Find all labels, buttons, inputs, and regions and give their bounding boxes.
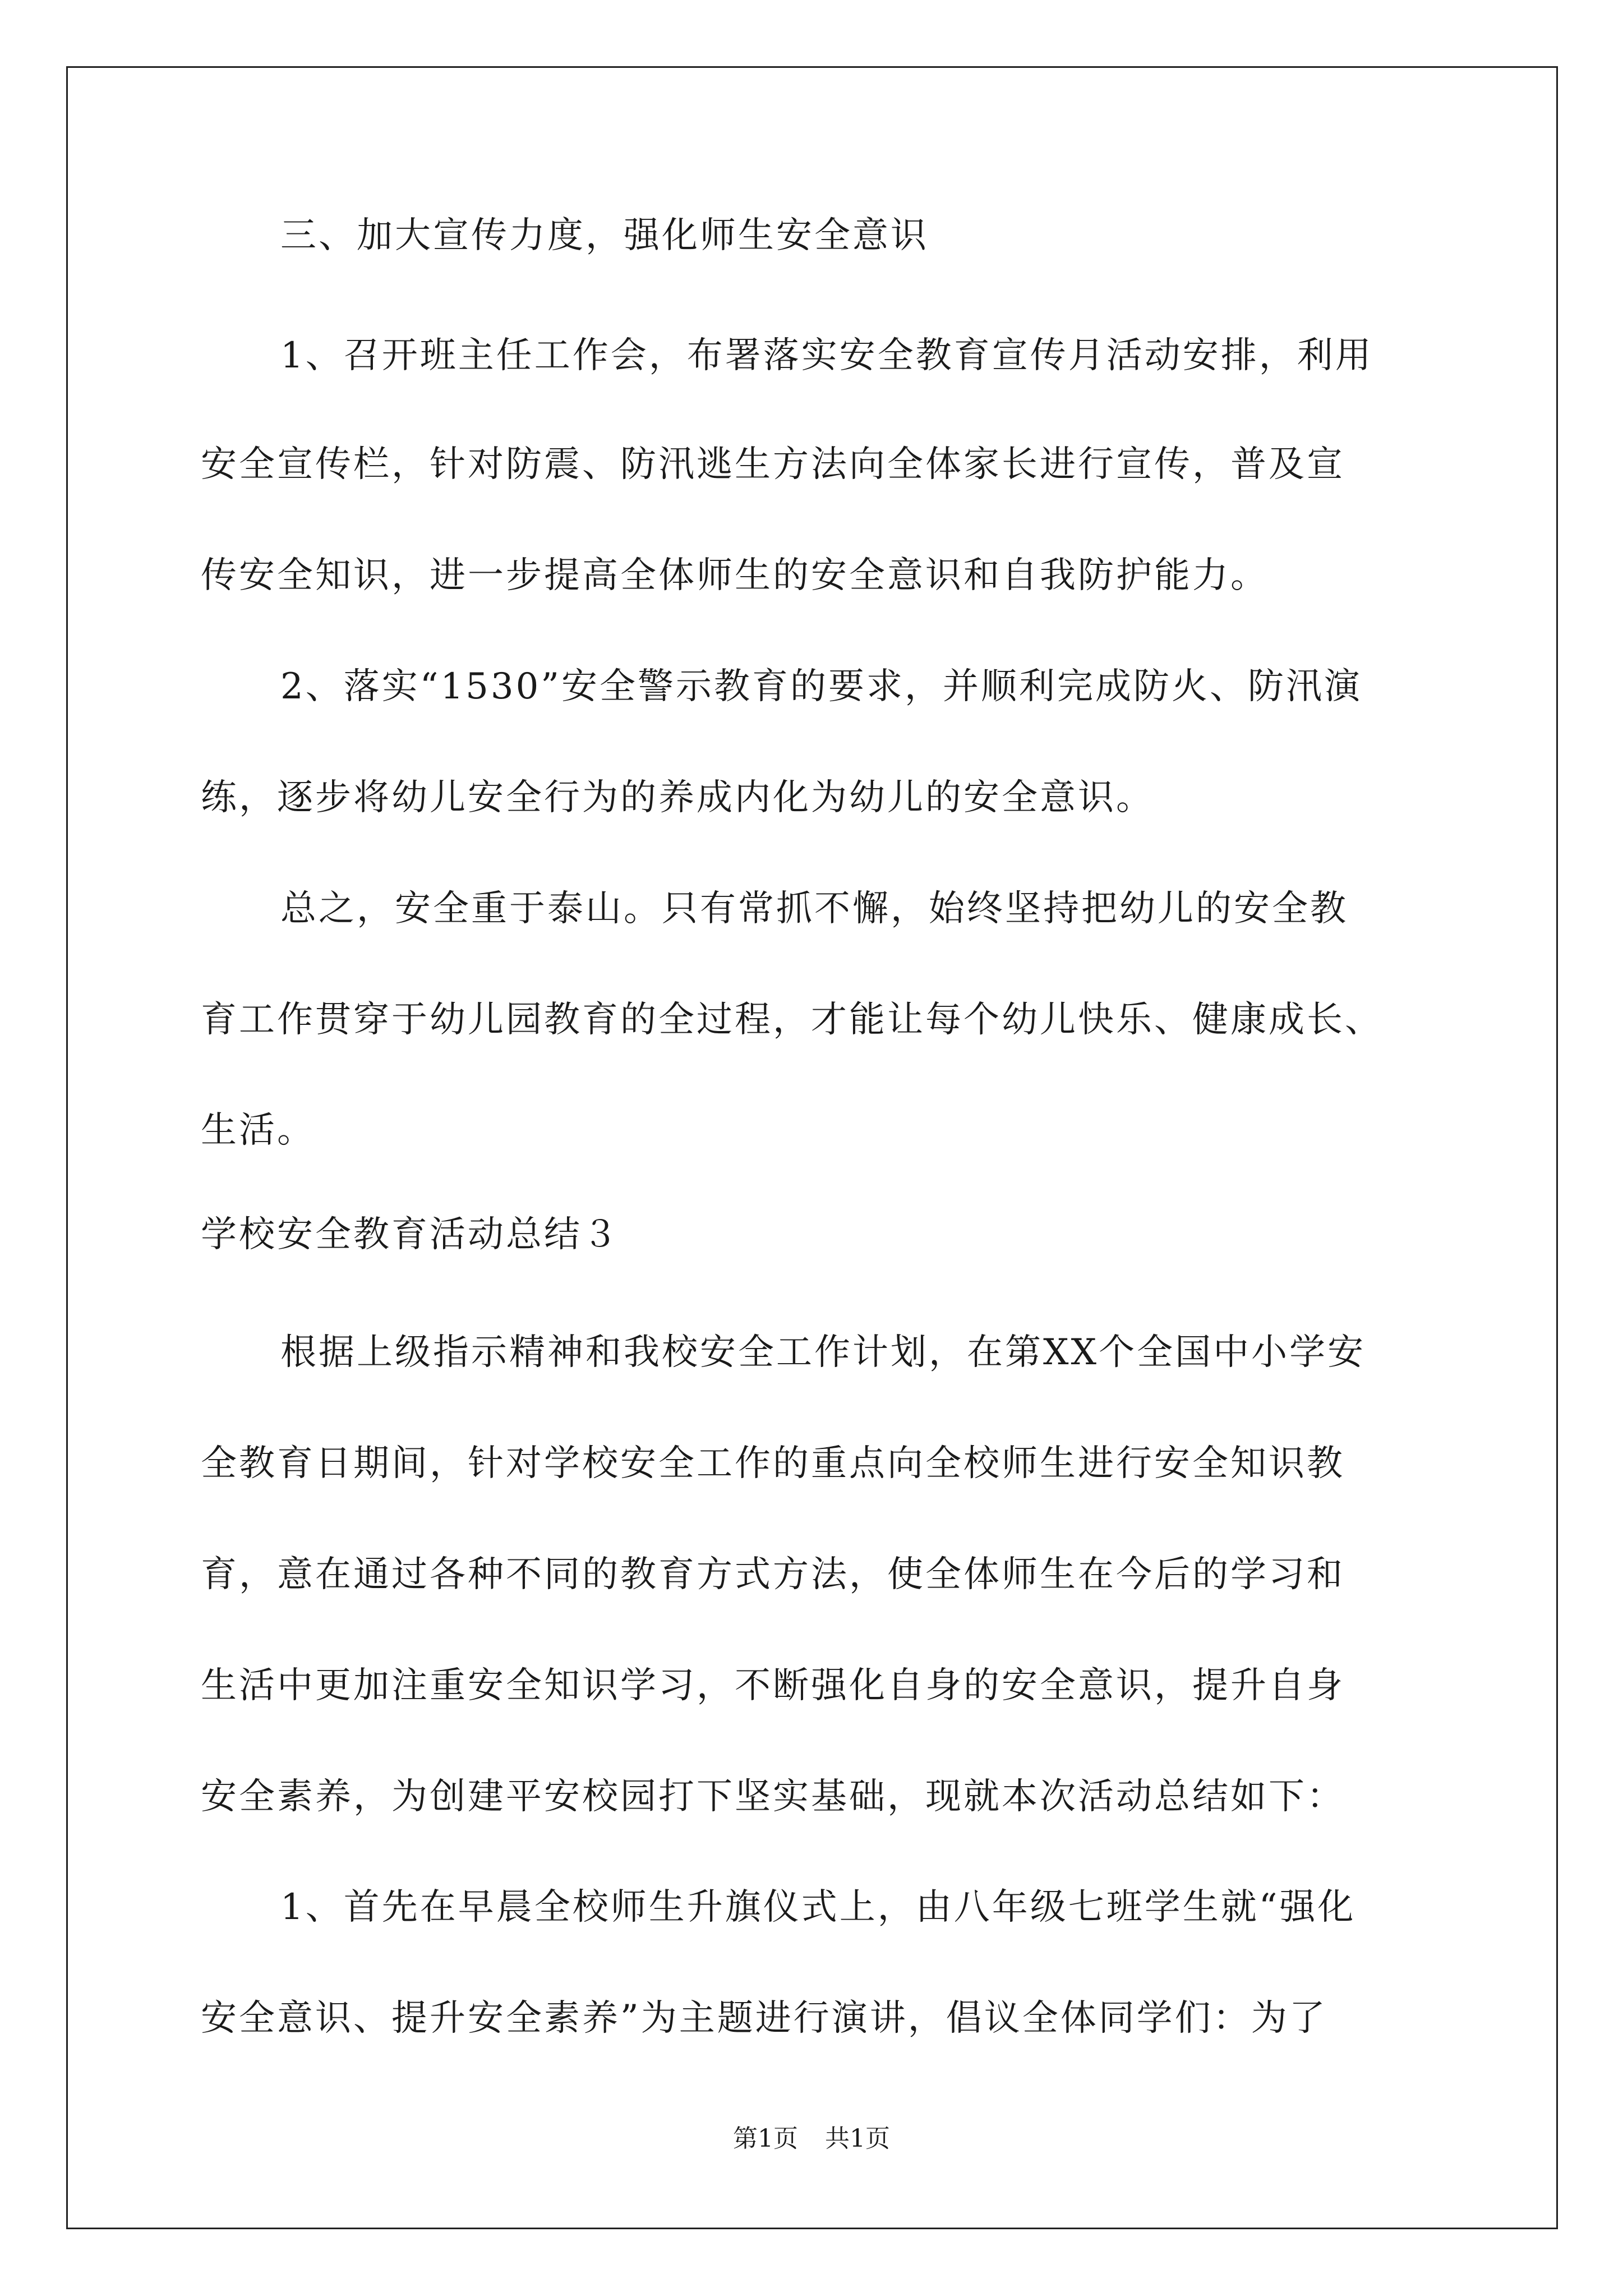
paragraph-line: 传安全知识，进一步提高全体师生的安全意识和自我防护能力。 bbox=[201, 555, 1269, 596]
paragraph-line: 1、首先在早晨全校师生升旗仪式上，由八年级七班学生就“强化 bbox=[280, 1887, 1356, 1928]
paragraph-line: 生活。 bbox=[201, 1110, 315, 1151]
paragraph-line: 安全意识、提升安全素养”为主题进行演讲，倡议全体同学们：为了 bbox=[201, 1998, 1327, 2039]
paragraph-line: 全教育日期间，针对学校安全工作的重点向全校师生进行安全知识教 bbox=[201, 1443, 1345, 1484]
paragraph-line: 根据上级指示精神和我校安全工作计划，在第XX个全国中小学安 bbox=[280, 1332, 1366, 1373]
paragraph-line: 育工作贯穿于幼儿园教育的全过程，才能让每个幼儿快乐、健康成长、 bbox=[201, 999, 1383, 1041]
paragraph-line: 总之，安全重于泰山。只有常抓不懈，始终坚持把幼儿的安全教 bbox=[280, 888, 1348, 930]
paragraph-line: 生活中更加注重安全知识学习，不断强化自身的安全意识，提升自身 bbox=[201, 1665, 1345, 1706]
page-total: 共1页 bbox=[825, 2124, 890, 2153]
paragraph-line: 安全宣传栏，针对防震、防汛逃生方法向全体家长进行宣传，普及宣 bbox=[201, 444, 1345, 485]
section-title: 学校安全教育活动总结３ bbox=[201, 1214, 620, 1255]
paragraph-line: 2、落实“1530”安全警示教育的要求，并顺利完成防火、防汛演 bbox=[280, 666, 1363, 707]
page-number: 第1页 bbox=[733, 2124, 798, 2153]
paragraph-line: 练，逐步将幼儿安全行为的养成内化为幼儿的安全意识。 bbox=[201, 777, 1154, 818]
heading-section-three: 三、加大宣传力度，强化师生安全意识 bbox=[280, 215, 929, 256]
paragraph-line: 育，意在通过各种不同的教育方式方法，使全体师生在今后的学习和 bbox=[201, 1554, 1345, 1595]
paragraph-line: 1、召开班主任工作会，布署落实安全教育宣传月活动安排，利用 bbox=[280, 335, 1373, 376]
page-footer bbox=[0, 2122, 1623, 2156]
paragraph-line: 安全素养，为创建平安校园打下坚实基础，现就本次活动总结如下： bbox=[201, 1776, 1345, 1818]
